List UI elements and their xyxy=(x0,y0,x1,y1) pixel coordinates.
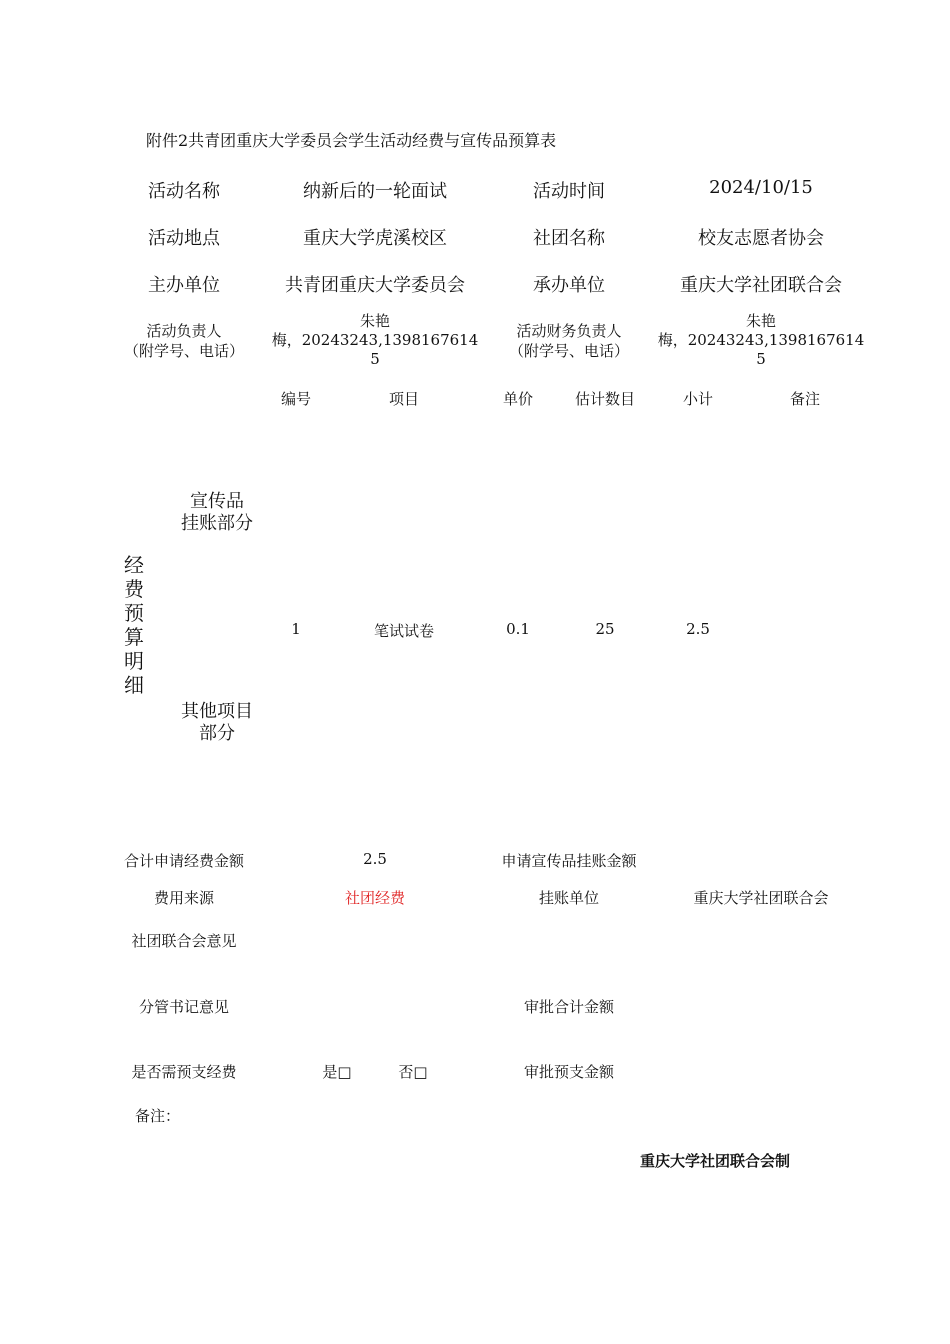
organizer-value: 重庆大学社团联合会 xyxy=(680,275,842,296)
header-quantity: 估计数目 xyxy=(574,390,636,408)
leader-label: 活动负责人 （附学号、电话） xyxy=(123,322,245,360)
total-value: 2.5 xyxy=(363,850,387,868)
finance-leader-value: 朱艳 梅，20243243,1398167614 5 xyxy=(657,312,865,368)
header-unit-price: 单价 xyxy=(502,390,534,408)
activity-name-value: 纳新后的一轮面试 xyxy=(303,181,447,202)
row-unit-price: 0.1 xyxy=(506,620,530,638)
row-subtotal: 2.5 xyxy=(686,620,710,638)
advance-label: 是否需预支经费 xyxy=(131,1063,237,1081)
leader-value: 朱艳 梅，20243243,1398167614 5 xyxy=(271,312,479,368)
account-unit-label: 挂账单位 xyxy=(538,889,600,907)
source-value: 社团经费 xyxy=(344,889,406,907)
club-name-value: 校友志愿者协会 xyxy=(698,228,824,249)
organizer-label: 承办单位 xyxy=(533,275,605,296)
budget-detail-vertical-label: 经 费 预 算 明 细 xyxy=(124,553,144,697)
activity-name-label: 活动名称 xyxy=(148,181,220,202)
union-opinion-label: 社团联合会意见 xyxy=(131,932,237,950)
activity-time-value: 2024/10/15 xyxy=(709,177,813,198)
header-subtotal: 小计 xyxy=(682,390,714,408)
approved-total-label: 审批合计金额 xyxy=(523,998,615,1016)
finance-leader-label: 活动财务负责人 （附学号、电话） xyxy=(508,322,630,360)
host-label: 主办单位 xyxy=(148,275,220,296)
promo-part-label: 宣传品 挂账部分 xyxy=(181,491,253,534)
account-unit-value: 重庆大学社团联合会 xyxy=(693,889,829,907)
total-label: 合计申请经费金额 xyxy=(123,852,245,870)
advance-no-checkbox[interactable]: 否□ xyxy=(398,1063,428,1081)
location-value: 重庆大学虎溪校区 xyxy=(303,228,447,249)
row-no: 1 xyxy=(291,620,301,638)
form-title: 附件2共青团重庆大学委员会学生活动经费与宣传品预算表 xyxy=(146,131,557,150)
advance-yes-checkbox[interactable]: 是□ xyxy=(322,1063,352,1081)
other-part-label: 其他项目 部分 xyxy=(181,701,253,744)
secretary-opinion-label: 分管书记意见 xyxy=(138,998,230,1016)
row-item: 笔试试卷 xyxy=(373,622,435,640)
header-item: 项目 xyxy=(388,390,420,408)
approved-advance-label: 审批预支金额 xyxy=(523,1063,615,1081)
location-label: 活动地点 xyxy=(148,228,220,249)
activity-time-label: 活动时间 xyxy=(533,181,605,202)
promo-amount-label: 申请宣传品挂账金额 xyxy=(501,852,637,870)
host-value: 共青团重庆大学委员会 xyxy=(285,275,465,296)
footer-maker: 重庆大学社团联合会制 xyxy=(640,1152,791,1170)
club-name-label: 社团名称 xyxy=(533,228,605,249)
source-label: 费用来源 xyxy=(153,889,215,907)
header-note: 备注 xyxy=(789,390,821,408)
row-quantity: 25 xyxy=(595,620,615,638)
remark-label: 备注： xyxy=(135,1107,181,1125)
header-no: 编号 xyxy=(280,390,312,408)
